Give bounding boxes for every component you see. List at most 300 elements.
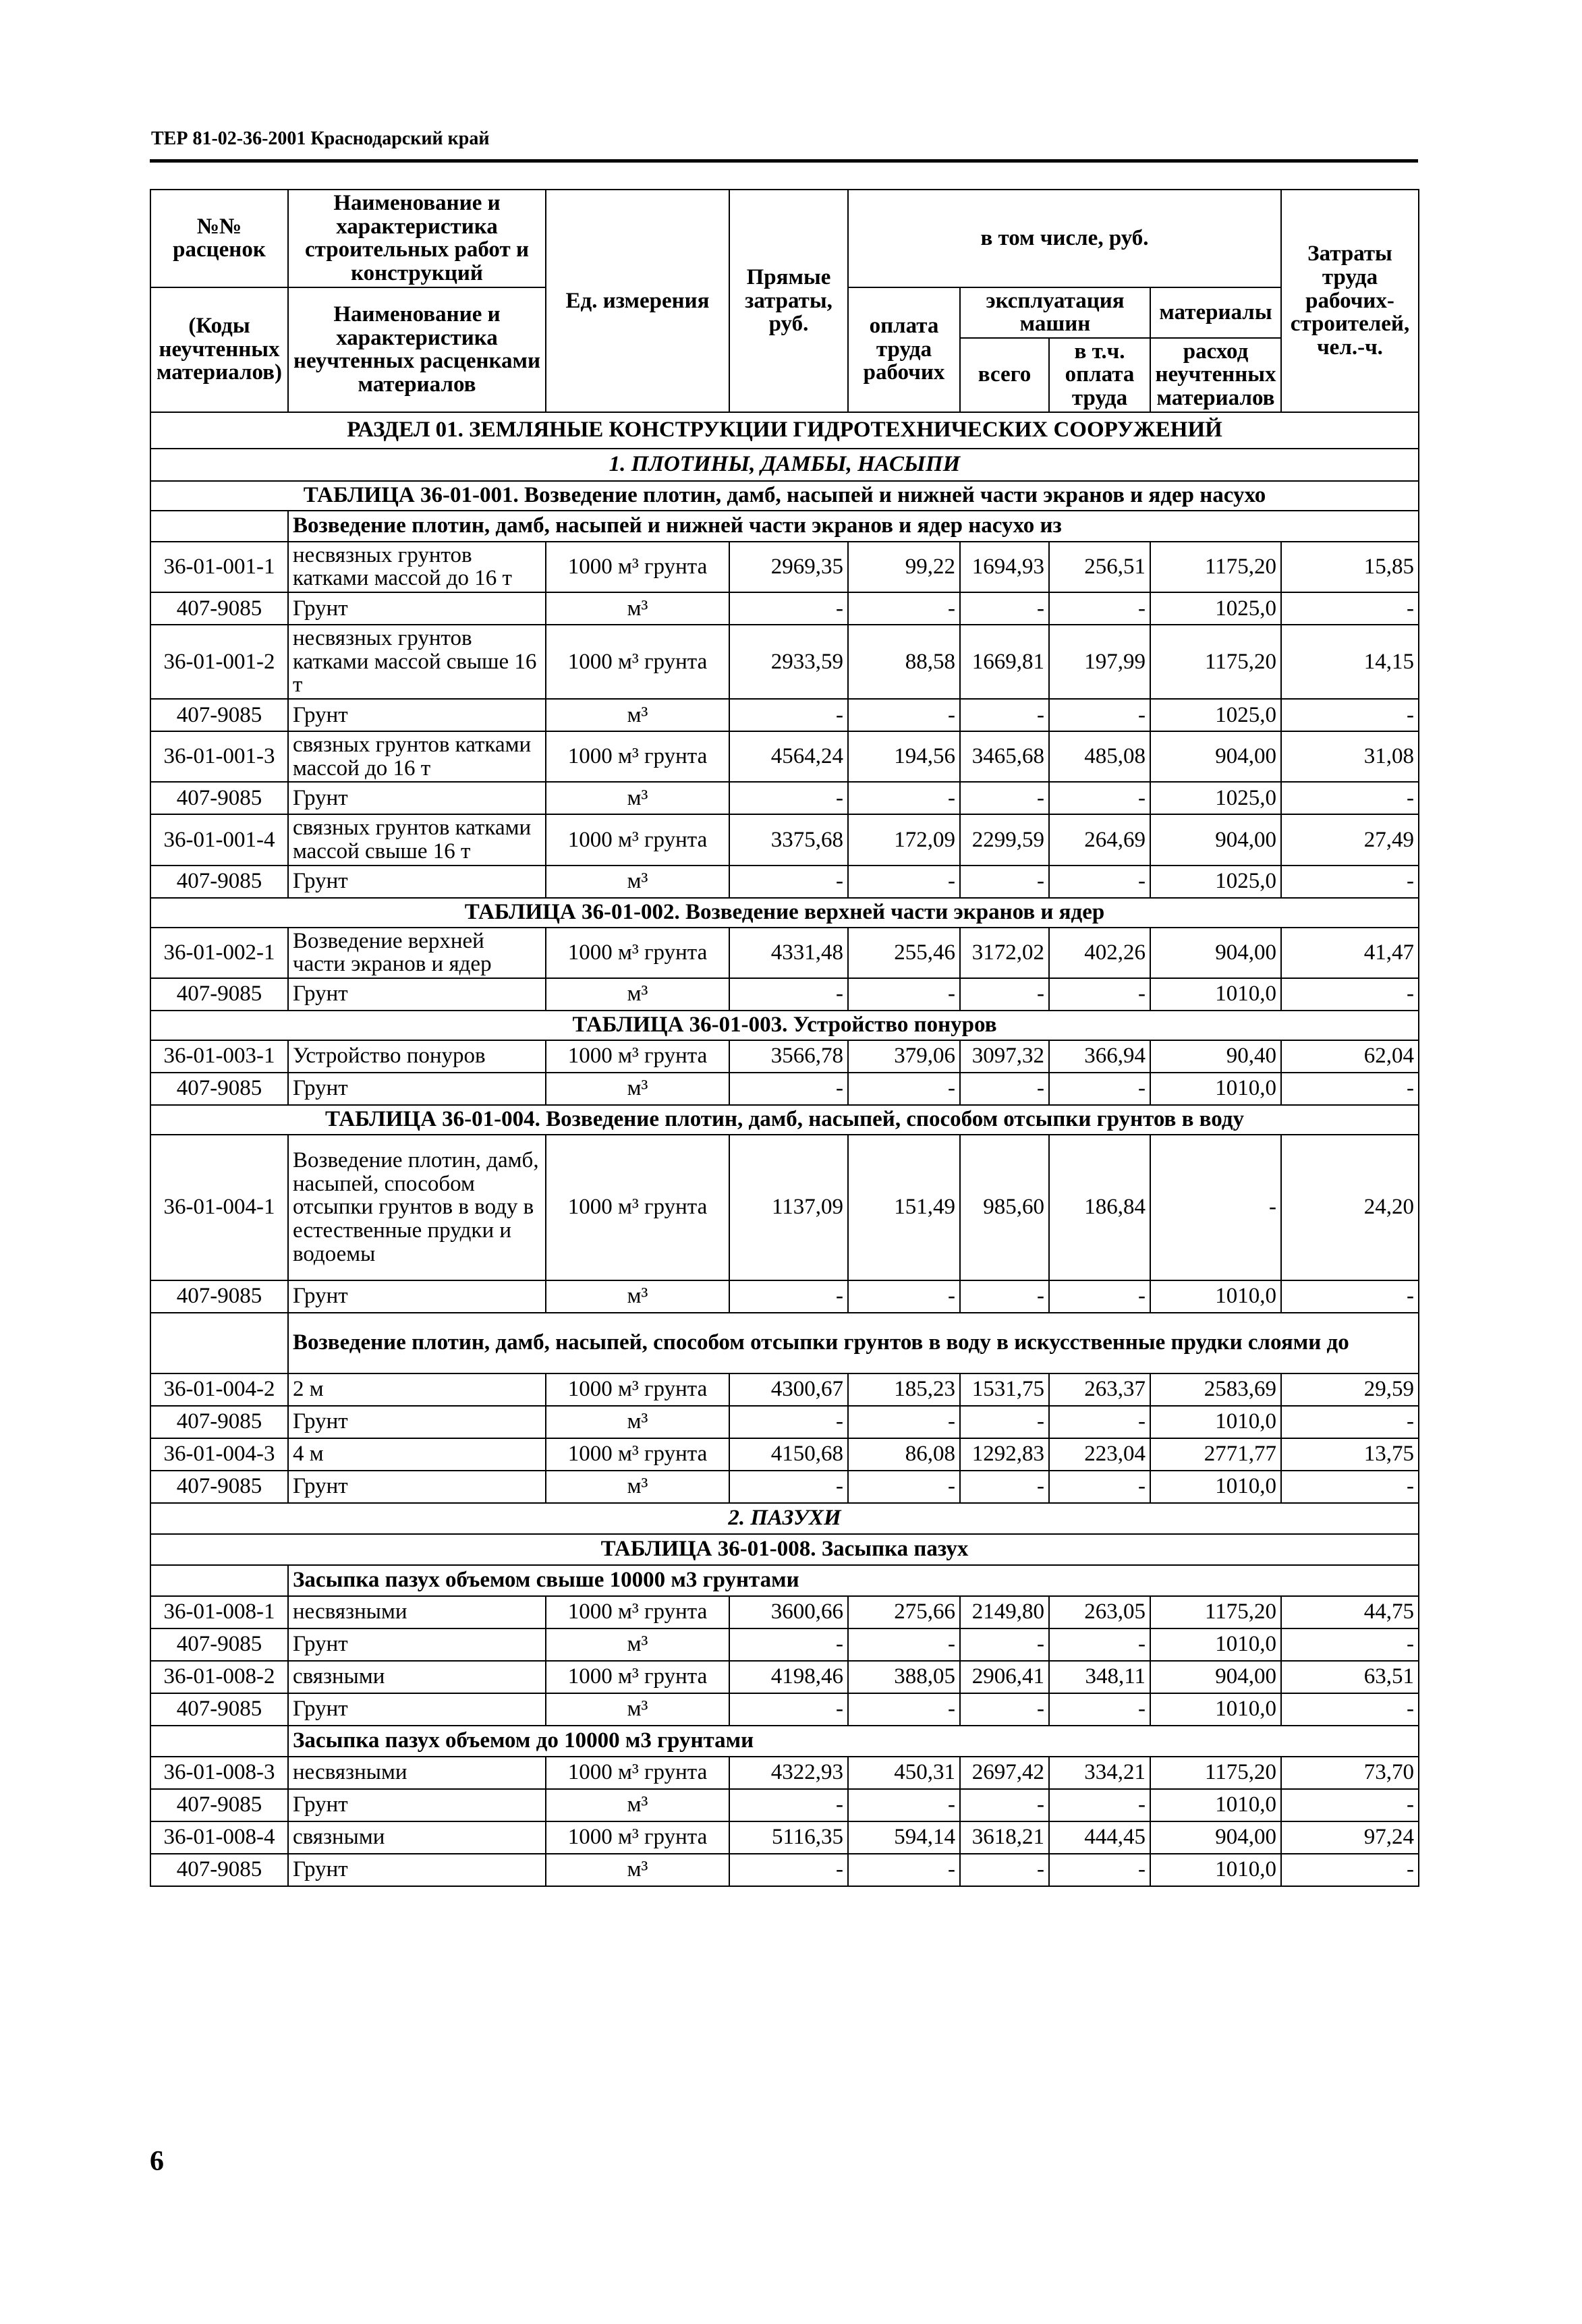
cell-mat: 2771,77 [1150,1438,1281,1471]
cell-code: 407-9085 [150,1693,288,1726]
cell-machw: - [1049,1693,1150,1726]
cell-mach: - [960,1073,1049,1105]
cell-labor: - [1281,592,1419,625]
subsection-title: 2. ПАЗУХИ [150,1503,1419,1534]
cell-mat: 904,00 [1150,731,1281,782]
cell-unit: 1000 м³ грунта [546,542,729,592]
cell-unit: 1000 м³ грунта [546,1661,729,1693]
cell-direct: 3600,66 [729,1596,848,1628]
cell-machw: - [1049,866,1150,898]
cell-code: 36-01-001-4 [150,814,288,865]
rate-row [150,1373,1419,1406]
cell-labor: - [1281,1693,1419,1726]
material-row [150,866,1419,898]
cell-name: 4 м [288,1438,546,1471]
cell-name: связными [288,1661,546,1693]
group-row [150,1313,1419,1373]
cell-direct: - [729,1280,848,1313]
header-materials-sub: расход неучтенных материалов [1150,338,1281,412]
cell-direct: - [729,1628,848,1661]
cell-wages: - [848,1693,960,1726]
cell-wages: - [848,1073,960,1105]
cell-mat: 1025,0 [1150,866,1281,898]
cell-name: Грунт [288,866,546,898]
cell-name: Грунт [288,1628,546,1661]
cell-wages: - [848,1789,960,1821]
cell-wages: 86,08 [848,1438,960,1471]
header-machines: эксплуатация машин [960,287,1150,338]
cell-code: 36-01-004-3 [150,1438,288,1471]
cell-wages: 275,66 [848,1596,960,1628]
cell-wages: - [848,1628,960,1661]
cell-code: 407-9085 [150,1789,288,1821]
cell-machw: 197,99 [1049,625,1150,699]
cell-wages: - [848,1280,960,1313]
material-row [150,699,1419,731]
cell-labor: - [1281,866,1419,898]
cell-unit: 1000 м³ грунта [546,928,729,978]
cell-unit: м³ [546,1280,729,1313]
cell-unit: м³ [546,592,729,625]
cell-wages: 594,14 [848,1821,960,1854]
cell-mat: 1010,0 [1150,1789,1281,1821]
cell-mach: - [960,699,1049,731]
cell-unit: м³ [546,1073,729,1105]
cell-machw: - [1049,592,1150,625]
cell-code: 36-01-001-3 [150,731,288,782]
cell-labor: 44,75 [1281,1596,1419,1628]
cell-unit: м³ [546,1406,729,1438]
header-name-materials: Наименование и характеристика неучтенных расценками материалов [288,287,546,412]
cell-wages: - [848,782,960,814]
cell-mach: 2149,80 [960,1596,1049,1628]
cell-wages: - [848,866,960,898]
cell-machw: - [1049,1854,1150,1886]
cell-code: 36-01-004-2 [150,1373,288,1406]
cell-labor: - [1281,1471,1419,1503]
rate-row [150,1661,1419,1693]
cell-unit: 1000 м³ грунта [546,1438,729,1471]
cell-mat: 1010,0 [1150,1471,1281,1503]
cell-mach: 3172,02 [960,928,1049,978]
cell-mat: 1010,0 [1150,1280,1281,1313]
cell-mat: 1010,0 [1150,1628,1281,1661]
cell-mach: 3097,32 [960,1040,1049,1073]
cell-unit: м³ [546,1628,729,1661]
cell-code: 407-9085 [150,782,288,814]
cell-name: Возведение плотин, дамб, насыпей, способом отсыпки грунтов в воду в естественные прудки и водоемы [288,1135,546,1280]
cell-wages: 450,31 [848,1757,960,1789]
cell-direct: - [729,978,848,1011]
cell-mat: 904,00 [1150,1821,1281,1854]
header-labor: Затраты труда рабочих-строителей, чел.-ч. [1281,190,1419,412]
cell-machw: 263,05 [1049,1596,1150,1628]
cell-machw: 402,26 [1049,928,1150,978]
cell-labor: - [1281,1073,1419,1105]
cell-name: Грунт [288,592,546,625]
cell-name: несвязными [288,1757,546,1789]
subsection-title: 1. ПЛОТИНЫ, ДАМБЫ, НАСЫПИ [150,449,1419,481]
cell-code: 36-01-004-1 [150,1135,288,1280]
cell-labor: - [1281,1628,1419,1661]
header-rate-no: №№ расценок [150,190,288,287]
cell-unit: 1000 м³ грунта [546,1040,729,1073]
cell-direct: - [729,1789,848,1821]
cell-direct: - [729,866,848,898]
cell-code: 407-9085 [150,1628,288,1661]
cell-code: 36-01-001-2 [150,625,288,699]
group-empty-cell [150,511,288,542]
rate-row [150,625,1419,699]
header-materials: материалы [1150,287,1281,338]
cell-direct: 2933,59 [729,625,848,699]
cell-mach: - [960,1471,1049,1503]
table-title: ТАБЛИЦА 36-01-003. Устройство понуров [150,1011,1419,1040]
cell-unit: 1000 м³ грунта [546,1373,729,1406]
rate-row [150,731,1419,782]
cell-labor: 13,75 [1281,1438,1419,1471]
cell-machw: 256,51 [1049,542,1150,592]
cell-machw: 264,69 [1049,814,1150,865]
cell-labor: 41,47 [1281,928,1419,978]
table-title-row [150,898,1419,928]
cell-mat: - [1150,1135,1281,1280]
cell-direct: 4150,68 [729,1438,848,1471]
cell-unit: 1000 м³ грунта [546,1757,729,1789]
material-row [150,1471,1419,1503]
cell-labor: 14,15 [1281,625,1419,699]
cell-direct: 1137,09 [729,1135,848,1280]
header-rule [150,159,1418,163]
cell-mat: 1175,20 [1150,542,1281,592]
cell-name: Возведение верхней части экранов и ядер [288,928,546,978]
cell-mach: - [960,1628,1049,1661]
cell-mach: 2299,59 [960,814,1049,865]
cell-code: 36-01-001-1 [150,542,288,592]
cell-mat: 90,40 [1150,1040,1281,1073]
group-title: Засыпка пазух объемом свыше 10000 м3 грунтами [288,1565,1419,1596]
cell-name: несвязных грунтов катками массой до 16 т [288,542,546,592]
cell-name: несвязных грунтов катками массой свыше 16 т [288,625,546,699]
cell-labor: - [1281,699,1419,731]
cell-mach: 1531,75 [960,1373,1049,1406]
cell-name: несвязными [288,1596,546,1628]
cell-code: 36-01-008-3 [150,1757,288,1789]
cell-name: связных грунтов катками массой до 16 т [288,731,546,782]
group-row [150,1565,1419,1596]
cell-wages: - [848,1471,960,1503]
header-machines-total: всего [960,338,1049,412]
cell-mat: 2583,69 [1150,1373,1281,1406]
cell-code: 407-9085 [150,1280,288,1313]
cell-unit: м³ [546,1789,729,1821]
table-title-row [150,1011,1419,1040]
cell-direct: - [729,1471,848,1503]
header-machines-wages: в т.ч. оплата труда [1049,338,1150,412]
cell-name: Грунт [288,699,546,731]
group-empty-cell [150,1313,288,1373]
cell-wages: 255,46 [848,928,960,978]
cell-unit: м³ [546,1693,729,1726]
group-row [150,511,1419,542]
cell-direct: 4198,46 [729,1661,848,1693]
cell-name: Грунт [288,978,546,1011]
material-row [150,1628,1419,1661]
cell-wages: 379,06 [848,1040,960,1073]
cell-machw: - [1049,699,1150,731]
cell-machw: - [1049,1073,1150,1105]
table-title-row [150,1534,1419,1565]
group-title: Возведение плотин, дамб, насыпей и нижней части экранов и ядер насухо из [288,511,1419,542]
cell-mach: - [960,978,1049,1011]
cell-labor: - [1281,1406,1419,1438]
cell-code: 36-01-003-1 [150,1040,288,1073]
cell-machw: 444,45 [1049,1821,1150,1854]
cell-code: 407-9085 [150,866,288,898]
table-title: ТАБЛИЦА 36-01-004. Возведение плотин, дамб, насыпей, способом отсыпки грунтов в воду [150,1105,1419,1135]
cell-mat: 1175,20 [1150,1757,1281,1789]
cell-wages: - [848,978,960,1011]
cell-unit: м³ [546,1471,729,1503]
cell-name: Грунт [288,1471,546,1503]
rate-row [150,1821,1419,1854]
cell-machw: 186,84 [1049,1135,1150,1280]
cell-labor: - [1281,1280,1419,1313]
cell-mach: - [960,782,1049,814]
cell-mat: 1175,20 [1150,625,1281,699]
cell-direct: 3566,78 [729,1040,848,1073]
cell-unit: 1000 м³ грунта [546,1596,729,1628]
cell-direct: - [729,1693,848,1726]
cell-unit: 1000 м³ грунта [546,625,729,699]
cell-unit: м³ [546,866,729,898]
rate-row [150,1438,1419,1471]
cell-wages: 88,58 [848,625,960,699]
cell-labor: 62,04 [1281,1040,1419,1073]
cell-mat: 1010,0 [1150,1854,1281,1886]
material-row [150,782,1419,814]
cell-wages: - [848,1406,960,1438]
cell-labor: 15,85 [1281,542,1419,592]
cell-mach: - [960,1854,1049,1886]
cell-code: 36-01-002-1 [150,928,288,978]
cell-name: Грунт [288,1280,546,1313]
cell-machw: 485,08 [1049,731,1150,782]
cell-mat: 904,00 [1150,814,1281,865]
material-row [150,592,1419,625]
cell-labor: - [1281,782,1419,814]
cell-machw: - [1049,1471,1150,1503]
cell-wages: 185,23 [848,1373,960,1406]
cell-mach: 3465,68 [960,731,1049,782]
cell-name: Грунт [288,782,546,814]
cell-mach: - [960,866,1049,898]
group-title: Возведение плотин, дамб, насыпей, способом отсыпки грунтов в воду в искусственные прудки слоями до [288,1313,1419,1373]
cell-name: связными [288,1821,546,1854]
cell-unit: 1000 м³ грунта [546,1135,729,1280]
cell-labor: - [1281,978,1419,1011]
cell-mach: 1669,81 [960,625,1049,699]
material-row [150,1693,1419,1726]
cell-mach: 2697,42 [960,1757,1049,1789]
rate-row [150,1040,1419,1073]
document-header: ТЕР 81-02-36-2001 Краснодарский край [151,128,490,149]
cell-mat: 1025,0 [1150,699,1281,731]
group-title: Засыпка пазух объемом до 10000 м3 грунтами [288,1726,1419,1757]
cell-code: 407-9085 [150,1406,288,1438]
subsection-title-row [150,1503,1419,1534]
cell-name: связных грунтов катками массой свыше 16 т [288,814,546,865]
cell-name: Устройство понуров [288,1040,546,1073]
cell-direct: - [729,592,848,625]
cell-mach: - [960,592,1049,625]
cell-direct: 4564,24 [729,731,848,782]
table-title-row [150,481,1419,511]
cell-machw: - [1049,1789,1150,1821]
cell-code: 407-9085 [150,592,288,625]
material-row [150,1280,1419,1313]
cell-wages: - [848,1854,960,1886]
cell-direct: - [729,1854,848,1886]
cell-name: 2 м [288,1373,546,1406]
group-empty-cell [150,1726,288,1757]
rate-row [150,1135,1419,1280]
header-codes: (Коды неучтенных материалов) [150,287,288,412]
cell-mat: 1025,0 [1150,592,1281,625]
cell-mach: - [960,1789,1049,1821]
header-direct: Прямые затраты, руб. [729,190,848,412]
cell-direct: 4322,93 [729,1757,848,1789]
cell-labor: 24,20 [1281,1135,1419,1280]
cell-name: Грунт [288,1854,546,1886]
cell-name: Грунт [288,1073,546,1105]
cell-machw: 334,21 [1049,1757,1150,1789]
cell-unit: м³ [546,699,729,731]
cell-mat: 904,00 [1150,928,1281,978]
cell-wages: - [848,592,960,625]
cell-direct: 5116,35 [729,1821,848,1854]
cell-labor: 29,59 [1281,1373,1419,1406]
table-title: ТАБЛИЦА 36-01-008. Засыпка пазух [150,1534,1419,1565]
cell-code: 36-01-008-2 [150,1661,288,1693]
cell-mach: - [960,1406,1049,1438]
cell-labor: 97,24 [1281,1821,1419,1854]
table-title: ТАБЛИЦА 36-01-002. Возведение верхней части экранов и ядер [150,898,1419,928]
cell-code: 407-9085 [150,1854,288,1886]
material-row [150,1789,1419,1821]
cell-machw: - [1049,782,1150,814]
cell-mach: 1694,93 [960,542,1049,592]
cell-unit: м³ [546,978,729,1011]
cell-name: Грунт [288,1693,546,1726]
cell-code: 407-9085 [150,1471,288,1503]
table-title-row [150,1105,1419,1135]
cell-wages: 172,09 [848,814,960,865]
cell-name: Грунт [288,1406,546,1438]
cell-direct: - [729,1073,848,1105]
material-row [150,1073,1419,1105]
cell-direct: - [729,699,848,731]
cell-code: 407-9085 [150,978,288,1011]
cell-machw: - [1049,1628,1150,1661]
cell-labor: - [1281,1789,1419,1821]
cell-labor: 73,70 [1281,1757,1419,1789]
rate-row [150,928,1419,978]
cell-mach: 985,60 [960,1135,1049,1280]
rate-row [150,814,1419,865]
cell-mach: - [960,1693,1049,1726]
table-title: ТАБЛИЦА 36-01-001. Возведение плотин, дамб, насыпей и нижней части экранов и ядер насухо [150,481,1419,511]
cell-code: 407-9085 [150,1073,288,1105]
cell-mat: 904,00 [1150,1661,1281,1693]
section-title: РАЗДЕЛ 01. ЗЕМЛЯНЫЕ КОНСТРУКЦИИ ГИДРОТЕХНИЧЕСКИХ СООРУЖЕНИЙ [150,412,1419,449]
cell-machw: 366,94 [1049,1040,1150,1073]
cell-unit: 1000 м³ грунта [546,814,729,865]
cell-code: 36-01-008-1 [150,1596,288,1628]
cell-mach: - [960,1280,1049,1313]
cell-mat: 1010,0 [1150,978,1281,1011]
cell-wages: 151,49 [848,1135,960,1280]
cell-unit: 1000 м³ грунта [546,731,729,782]
cell-direct: 4331,48 [729,928,848,978]
cell-direct: - [729,782,848,814]
cell-labor: - [1281,1854,1419,1886]
material-row [150,1406,1419,1438]
cell-wages: 99,22 [848,542,960,592]
cell-mat: 1010,0 [1150,1406,1281,1438]
cell-machw: - [1049,1406,1150,1438]
material-row [150,1854,1419,1886]
cell-direct: 3375,68 [729,814,848,865]
cell-code: 407-9085 [150,699,288,731]
cell-machw: - [1049,978,1150,1011]
cell-direct: 2969,35 [729,542,848,592]
cell-wages: 194,56 [848,731,960,782]
cell-unit: м³ [546,782,729,814]
cell-code: 36-01-008-4 [150,1821,288,1854]
group-empty-cell [150,1565,288,1596]
cell-mat: 1025,0 [1150,782,1281,814]
cell-labor: 63,51 [1281,1661,1419,1693]
cell-unit: м³ [546,1854,729,1886]
cell-machw: 348,11 [1049,1661,1150,1693]
page-number: 6 [150,2146,164,2177]
cell-mach: 2906,41 [960,1661,1049,1693]
cell-mat: 1175,20 [1150,1596,1281,1628]
rate-row [150,542,1419,592]
cell-mach: 3618,21 [960,1821,1049,1854]
cell-wages: - [848,699,960,731]
header-name: Наименование и характеристика строительных работ и конструкций [288,190,546,287]
rates-table [150,189,1419,1887]
cell-labor: 31,08 [1281,731,1419,782]
cell-wages: 388,05 [848,1661,960,1693]
header-unit: Ед. измерения [546,190,729,412]
cell-machw: - [1049,1280,1150,1313]
cell-mat: 1010,0 [1150,1693,1281,1726]
material-row [150,978,1419,1011]
header-wages: оплата труда рабочих [848,287,960,412]
cell-labor: 27,49 [1281,814,1419,865]
cell-mach: 1292,83 [960,1438,1049,1471]
group-row [150,1726,1419,1757]
cell-machw: 223,04 [1049,1438,1150,1471]
cell-machw: 263,37 [1049,1373,1150,1406]
rate-row [150,1757,1419,1789]
rate-row [150,1596,1419,1628]
cell-direct: 4300,67 [729,1373,848,1406]
cell-direct: - [729,1406,848,1438]
